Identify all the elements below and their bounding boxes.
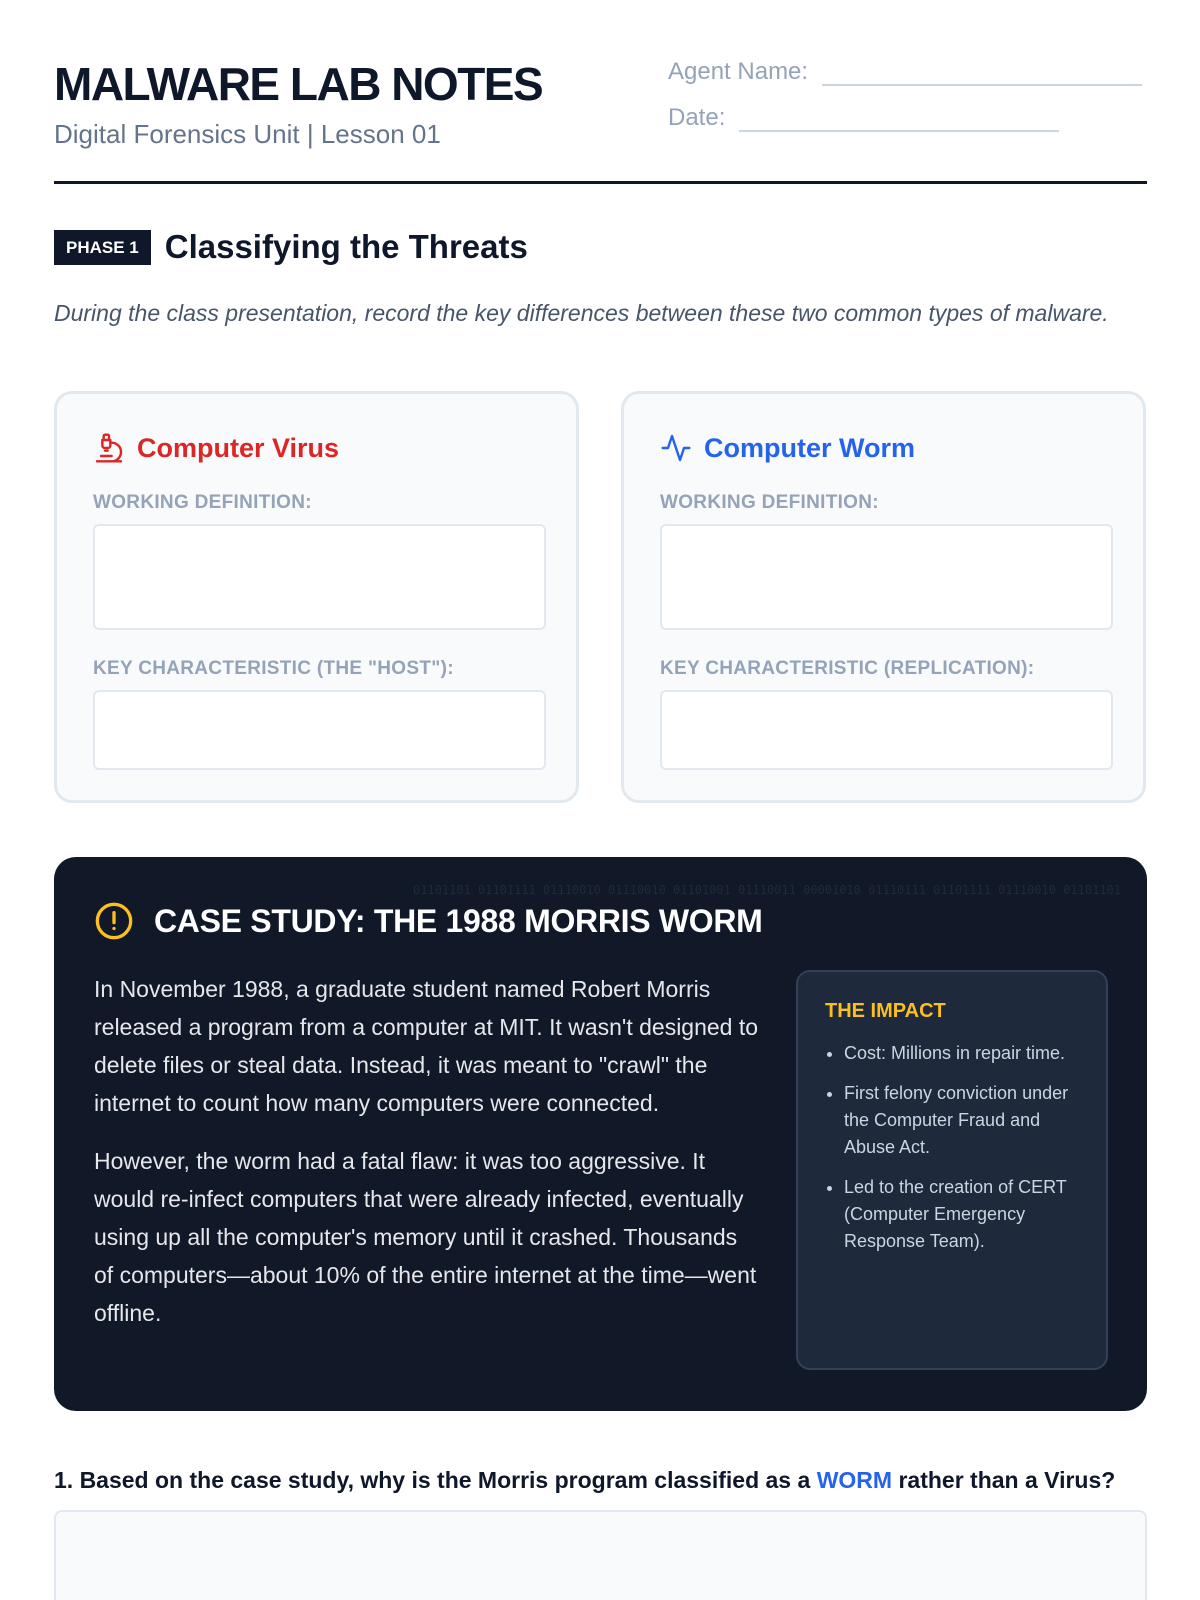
impact-title: THE IMPACT bbox=[825, 1000, 946, 1022]
question-1-prefix: 1. Based on the case study, why is the Morris program classified as a bbox=[54, 1467, 817, 1493]
page-title: MALWARE LAB NOTES bbox=[54, 58, 543, 110]
impact-item: • Cost: Millions in repair time. bbox=[844, 1040, 1084, 1067]
case-study-title: CASE STUDY: THE 1988 MORRIS WORM bbox=[154, 902, 763, 939]
impact-list bbox=[844, 1040, 1084, 1255]
phase-heading bbox=[54, 228, 528, 266]
virus-characteristic-input[interactable] bbox=[93, 690, 546, 770]
alert-circle-icon bbox=[94, 901, 134, 941]
virus-card-title: Computer Virus bbox=[137, 432, 340, 463]
date-label: Date: bbox=[668, 104, 726, 131]
date-input-line[interactable] bbox=[739, 106, 1059, 132]
microscope-icon bbox=[93, 432, 125, 464]
impact-item: • First felony conviction under the Computer Fraud and Abuse Act. bbox=[844, 1080, 1084, 1161]
question-1 bbox=[54, 1465, 1147, 1495]
virus-characteristic-label: KEY CHARACTERISTIC (THE "HOST"): bbox=[93, 658, 454, 679]
phase-instructions: During the class presentation, record the key differences between these two common types of malware. bbox=[54, 300, 1109, 326]
virus-definition-input[interactable] bbox=[93, 524, 546, 630]
worm-characteristic-label: KEY CHARACTERISTIC (REPLICATION): bbox=[660, 658, 1035, 679]
worm-characteristic-input[interactable] bbox=[660, 690, 1113, 770]
worm-card-title: Computer Worm bbox=[704, 432, 916, 463]
impact-item: • Led to the creation of CERT (Computer Emergency Response Team). bbox=[844, 1174, 1084, 1255]
worm-card bbox=[621, 391, 1146, 803]
virus-definition-label: WORKING DEFINITION: bbox=[93, 492, 312, 513]
case-study-header bbox=[94, 901, 763, 941]
worm-definition-label: WORKING DEFINITION: bbox=[660, 492, 879, 513]
question-1-suffix: rather than a Virus? bbox=[892, 1467, 1116, 1493]
impact-box bbox=[796, 970, 1108, 1370]
worksheet-header bbox=[54, 58, 1147, 184]
question-1-answer-input[interactable] bbox=[54, 1510, 1147, 1600]
activity-icon bbox=[660, 432, 692, 464]
binary-decoration: 01101101 01101111 01110010 01110010 01101001 01110011 00001010 01110111 01101111 01110010 01101101 bbox=[412, 883, 1121, 897]
worm-definition-input[interactable] bbox=[660, 524, 1113, 630]
date-field bbox=[668, 104, 1059, 132]
case-study-body bbox=[94, 970, 760, 1332]
phase-badge: PHASE 1 bbox=[54, 230, 151, 265]
virus-card bbox=[54, 391, 579, 803]
agent-name-label: Agent Name: bbox=[668, 58, 809, 85]
question-1-accent: WORM bbox=[816, 1467, 893, 1493]
agent-name-field bbox=[668, 58, 1142, 86]
case-study-paragraph: In November 1988, a graduate student named Robert Morris released a program from a computer at MIT. It wasn't designed to delete files or steal data. Instead, it was meant to "crawl" the internet to count how many computers were connected. bbox=[94, 976, 759, 1116]
agent-name-input-line[interactable] bbox=[822, 60, 1142, 86]
virus-card-header bbox=[93, 432, 339, 464]
page-subtitle: Digital Forensics Unit | Lesson 01 bbox=[54, 119, 441, 149]
worm-card-header bbox=[660, 432, 915, 464]
case-study-panel bbox=[54, 857, 1147, 1411]
case-study-paragraph: However, the worm had a fatal flaw: it was too aggressive. It would re-infect computers that were already infected, eventually using up all the computer's memory until it crashed. Thousands of computers—about 10% of the entire internet at the time—went offline. bbox=[94, 1148, 757, 1326]
phase-title: Classifying the Threats bbox=[164, 228, 528, 265]
